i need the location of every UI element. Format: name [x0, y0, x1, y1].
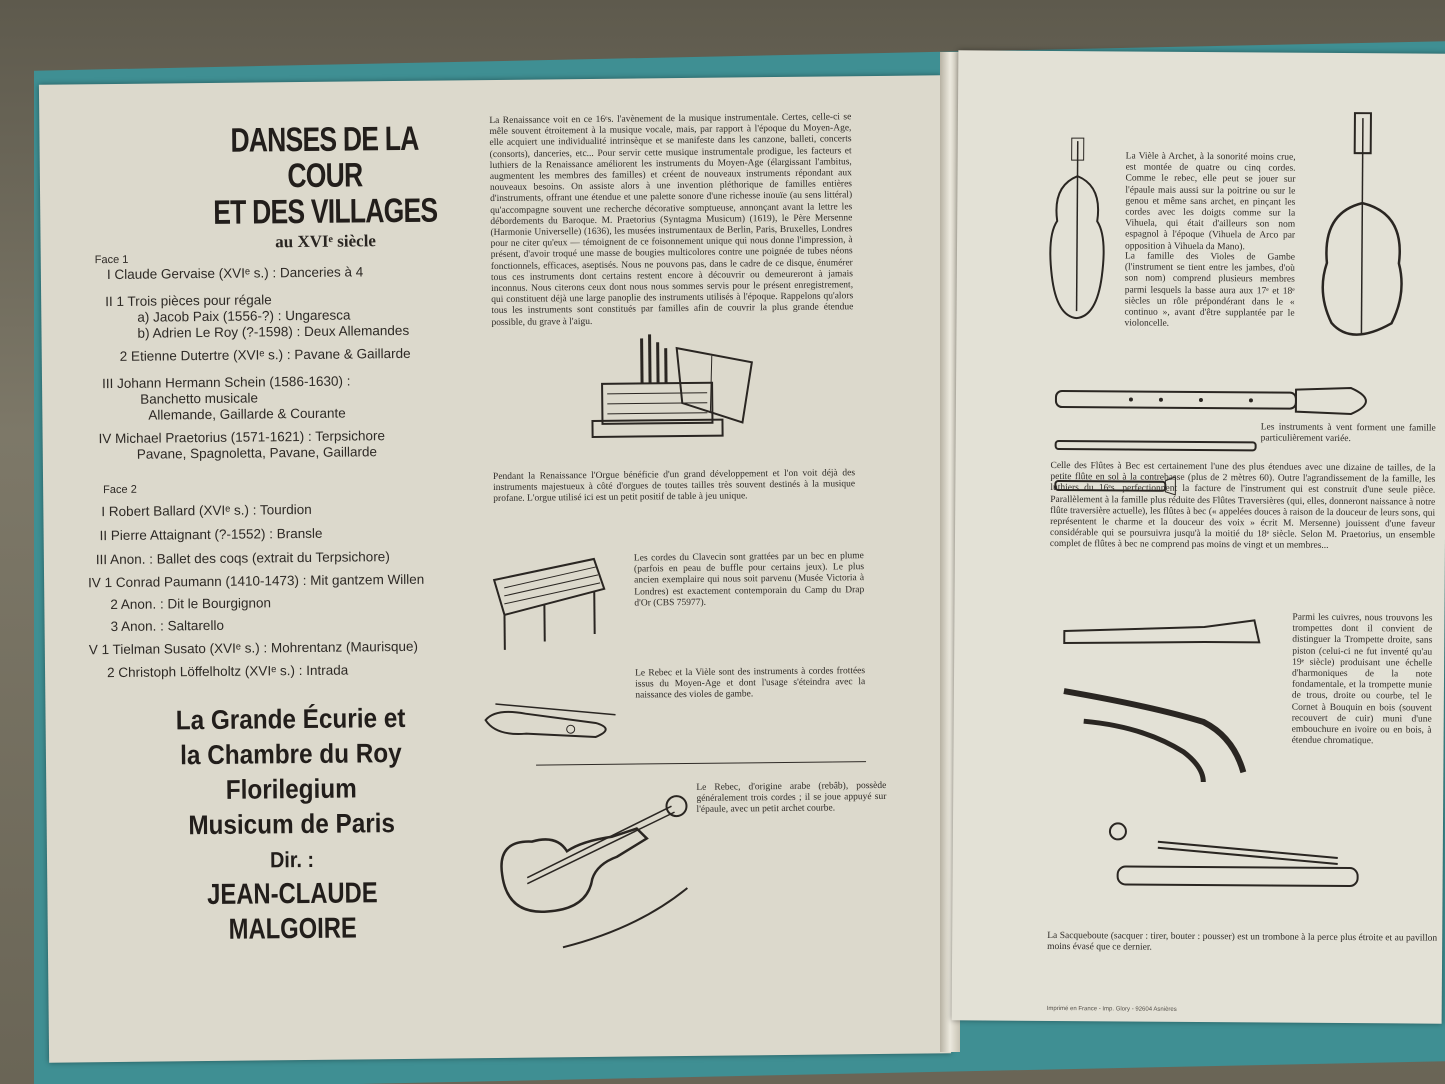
organ-text: Pendant la Renaissance l'Orgue bénéficie d'un grand développement et l'on voit déjà des instruments majestueux à côté d'orgues de toutes tailles très souvent destinés à la musique profane. L'orgue utilisé ici est un petit positif de table à jeu unique.	[492, 468, 856, 505]
track-line: Pavane, Spagnoletta, Pavane, Gaillarde	[136, 444, 378, 462]
left-page	[39, 75, 951, 1062]
director-label: Dir. :	[269, 846, 315, 873]
title-line-1: DANSES DE LA COUR	[230, 119, 419, 196]
ensemble-line-2: la Chambre du Roy	[180, 737, 402, 771]
director-name: JEAN-CLAUDE MALGOIRE	[207, 877, 378, 946]
track-line: I Robert Ballard (XVIᵉ s.) : Tourdion	[101, 501, 312, 520]
ensemble-line-4: Musicum de Paris	[188, 808, 396, 841]
right-page	[952, 50, 1445, 1023]
track-line: 3 Anon. : Saltarello	[110, 617, 224, 635]
rebec-viele-text: Le Rebec et la Vièle sont des instruments à cordes frottées issus du Moyen-Age et dont l'usage s'éteindra avec la naissance des violes de gambe.	[635, 666, 866, 701]
track-line: b) Adrien Le Roy (?-1598) : Deux Allemandes	[137, 322, 410, 341]
face1-label: Face 1	[94, 253, 129, 267]
recorders-text: Celle des Flûtes à Bec est certainement l'une des plus étendues avec une dizaine de tailles, de la petite flûte en sol à la contrebasse (plus de 2 mètres 60). Outre l'agrandissement de la famille, les luthiers du 16ᵉs. perfectionnent la facture de l'instrument qui est construit d'une seule pièce. Parallèlement à la famille plus réduite des Flûtes Traversières (qui, elles, donneront naissance à notre flûte traversière actuelle), les flûtes à bec (« appelées douces à raison de la douceur de leurs sons, qui représentent le charme et la douceur des voix » écrit M. Mersenne) jouissent d'une faveur considérable qui se poursuivra jusqu'à la moitié du 18ᵉ siècle. Selon M. Praetorius, un ensemble complet de flûtes à bec ne comprend pas moins de vingt et un membres...	[1049, 460, 1436, 552]
renaissance-text: La Renaissance voit en ce 16ᵉs. l'avènement de la musique instrumentale. Certes, celle-ci se mêle souvent étroitement à la musique vocale, mais, par rapport à l'époque du Moyen-Age, elle acquiert une individualité intrinsèque et se manifeste dans les canzone, balleti, concerts (consorts), danceries, etc... Pour servir cette musique instrumentale prodigue, les facteurs et luthiers de la Renaissance améliorent les instruments du Moyen-Age (élargissant l'ambitus, augmentent les membres des familles) et créent de nouveaux instruments répondant aux nouveaux besoins. On assiste alors à une invention pléthorique de familles entières d'instruments, offrant une étendue et une palette sonore d'une richesse inouïe (au sens littéral) qu'accompagne souvent une recherche décorative somptueuse, annonçant avant la lettre les débordements du Baroque. M. Praetorius (Syntagma Musicum) (1619), le Père Mersenne (Harmonie Universelle) (1636), les musées instrumentaux de Berlin, Paris, Bruxelles, Londres pour ne citer qu'eux — témoignent de ce foisonnement unique qui nous donne l'impression, à présent, d'avoir troqué une masse de bougies multicolores contre une poignée de tubes néons fonctionnels, efficaces, aseptisés. Nous ne pouvons pas, dans le cadre de ce disque, énumérer tous ces instruments dont certains restent encore à découvrir ou demeureront à jamais inconnus. Nous citerons ceux dont nous nous sommes servis pour le présent enregistrement, qui constituent déjà une large panoplie des instruments utilisés à l'époque. Rappelons qu'alors tous les instruments sont constitués par familles afin de couvrir la plus grande étendue possible, du grave à l'aigu.	[489, 112, 854, 328]
track-line: III Johann Hermann Schein (1586-1630) :	[101, 373, 351, 392]
title-subtitle: au XVIᵉ siècle	[275, 231, 377, 252]
wind-instruments-text: Les instruments à vent forment une famille particulièrement variée.	[1260, 422, 1436, 445]
track-line: IV 1 Conrad Paumann (1410-1473) : Mit gantzem Willen	[88, 571, 425, 591]
track-line: Banchetto musicale	[140, 390, 259, 407]
ensemble-credits	[125, 700, 458, 948]
track-line: I Claude Gervaise (XVIᵉ s.) : Danceries à 4	[106, 264, 364, 283]
rebec-illustration	[486, 778, 708, 950]
vielle-illustration	[475, 689, 626, 751]
sackbut-illustration	[1097, 811, 1388, 923]
sackbut-text: La Sacqueboute (sacquer : tirer, bouter : pousser) est un trombone à la perce plus étroite et au pavillon moins évasé que ce dernier.	[1047, 930, 1438, 953]
brass-text: Parmi les cuivres, nous trouvons les trompettes dont il convient de distinguer la Trompette droite, sans piston (celui-ci ne fut inventé qu'au 19ᵉ siècle) produisant une échelle d'harmoniques de la note fondamentale, et la trompette munie de trous, droite ou courbe, tel le Cornet à Bouquin en bois (souvent recouvert de cuir) muni d'une embouchure en ivoire ou en bois, à étendue chromatique.	[1291, 612, 1433, 747]
track-line: 2 Etienne Dutertre (XVIᵉ s.) : Pavane & Gaillarde	[119, 345, 411, 364]
printer-imprint: Imprimé en France - Imp. Glory - 92604 Asnières	[1046, 1005, 1177, 1013]
ensemble-line-1: La Grande Écurie et	[175, 702, 406, 736]
track-line: II Pierre Attaignant (?-1552) : Bransle	[99, 525, 323, 544]
track-line: Allemande, Gaillarde & Courante	[148, 405, 346, 423]
rebec-text: Le Rebec, d'origine arabe (rebâb), possède généralement trois cordes ; il se joue appuyé sur l'épaule, avec un petit archet courbe.	[696, 780, 887, 816]
track-line: 2 Christoph Löffelholtz (XVIᵉ s.) : Intrada	[106, 662, 349, 681]
vielle-text: La Vièle à Archet, à la sonorité moins crue, est montée de quatre ou cinq cordes. Comme le rebec, elle peut se jouer sur l'épaule mais aussi sur la poitrine ou sur le genou et même sans archet, en pinçant les cordes avec les doigts comme sur la Vihuela, qui était d'ailleurs son nom espagnol à l'époque (Vihuela de Arco par opposition à Vihuela da Mano).	[1124, 151, 1296, 252]
track-line: III Anon. : Ballet des coqs (extrait du Terpsichore)	[95, 549, 390, 568]
section-divider	[536, 761, 866, 765]
cornetts-illustration	[1053, 611, 1274, 793]
title-line-2: ET DES VILLAGES	[213, 191, 438, 232]
track-line: II 1 Trois pièces pour régale	[105, 292, 272, 310]
viola-da-gamba-illustration	[1306, 108, 1418, 349]
track-line: 2 Anon. : Dit le Bourgignon	[110, 595, 272, 613]
album-title	[159, 120, 490, 253]
harpsichord-illustration	[484, 549, 615, 660]
face2-label: Face 2	[103, 483, 137, 497]
track-line: V 1 Tielman Susato (XVIᵉ s.) : Mohrentanz (Maurisque)	[88, 638, 419, 658]
violes-text: La famille des Violes de Gambe (l'instrument se tient entre les jambes, d'où son nom) comprend plusieurs membres parmi lesquels la basse aura aux 17ᵉ et 18ᵉ siècles un rôle prépondérant dans le « continuo », avant d'être supplantée par le violoncelle.	[1124, 251, 1295, 329]
track-line: IV Michael Praetorius (1571-1621) : Terpsichore	[98, 428, 386, 447]
vielle-a-archet-illustration	[1036, 136, 1117, 327]
ensemble-line-3: Florilegium	[225, 773, 357, 805]
positive-organ-illustration	[581, 327, 782, 449]
harpsichord-text: Les cordes du Clavecin sont grattées par un bec en plume (parfois en peau de buffle pour certains jeux). Le plus ancien exemplaire qui nous soit parvenu (Musée Victoria à Londres) est exactement contemporain du Camp du Drap d'Or (CBS 75977).	[633, 551, 865, 609]
track-line: a) Jacob Paix (1556-?) : Ungaresca	[137, 307, 351, 325]
